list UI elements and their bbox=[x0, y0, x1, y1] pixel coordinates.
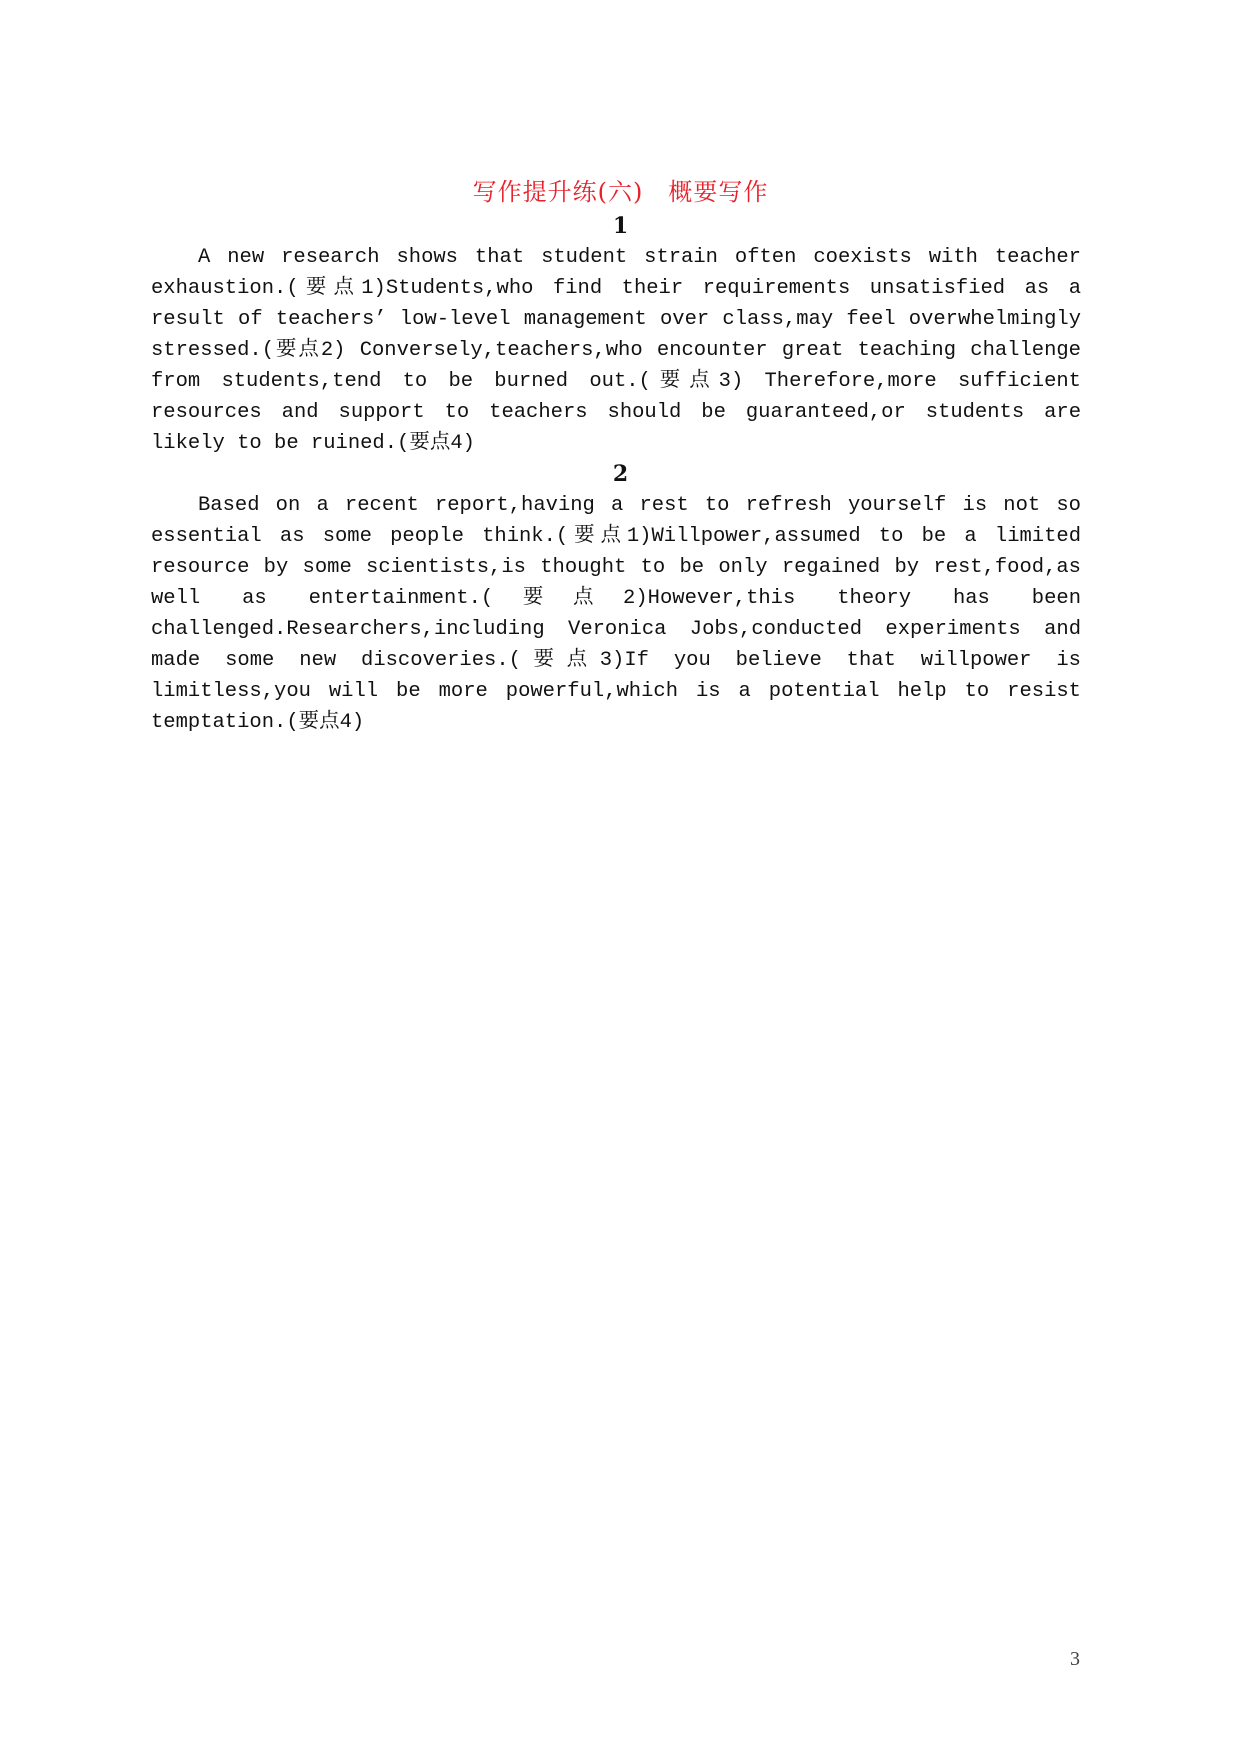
page-number: 3 bbox=[1070, 1648, 1080, 1670]
section-number-1: 1 bbox=[612, 213, 629, 239]
summary-paragraph-1: A new research shows that student strain often coexists with teacher exhaustion.(要点1)Students,who find their requirements unsatisfied as a result of teachers’ low-level management over class,may feel overwhelmingly stressed.(要点2) Conversely,teachers,who encounter great teaching challenge from students,tend to be burned out.(要点3) Therefore,more sufficient resources and support to teachers should be guaranteed,or students are likely to be ruined.(要点4) bbox=[151, 246, 1081, 455]
summary-paragraph-2: Based on a recent report,having a rest to refresh yourself is not so essential as some people think.(要点1)Willpower,assumed to be a limited resource by some scientists,is thought to be only regained by rest,food,as well as entertainment.(要点2)However,this theory has been challenged.Researchers,including Veronica Jobs,conducted experiments and made some new discoveries.(要点3)If you believe that willpower is limitless,you will be more powerful,which is a potential help to resist temptation.(要点4) bbox=[151, 494, 1081, 734]
page-title: 写作提升练(六) 概要写作 bbox=[472, 178, 769, 206]
section-number-2: 2 bbox=[612, 461, 629, 487]
